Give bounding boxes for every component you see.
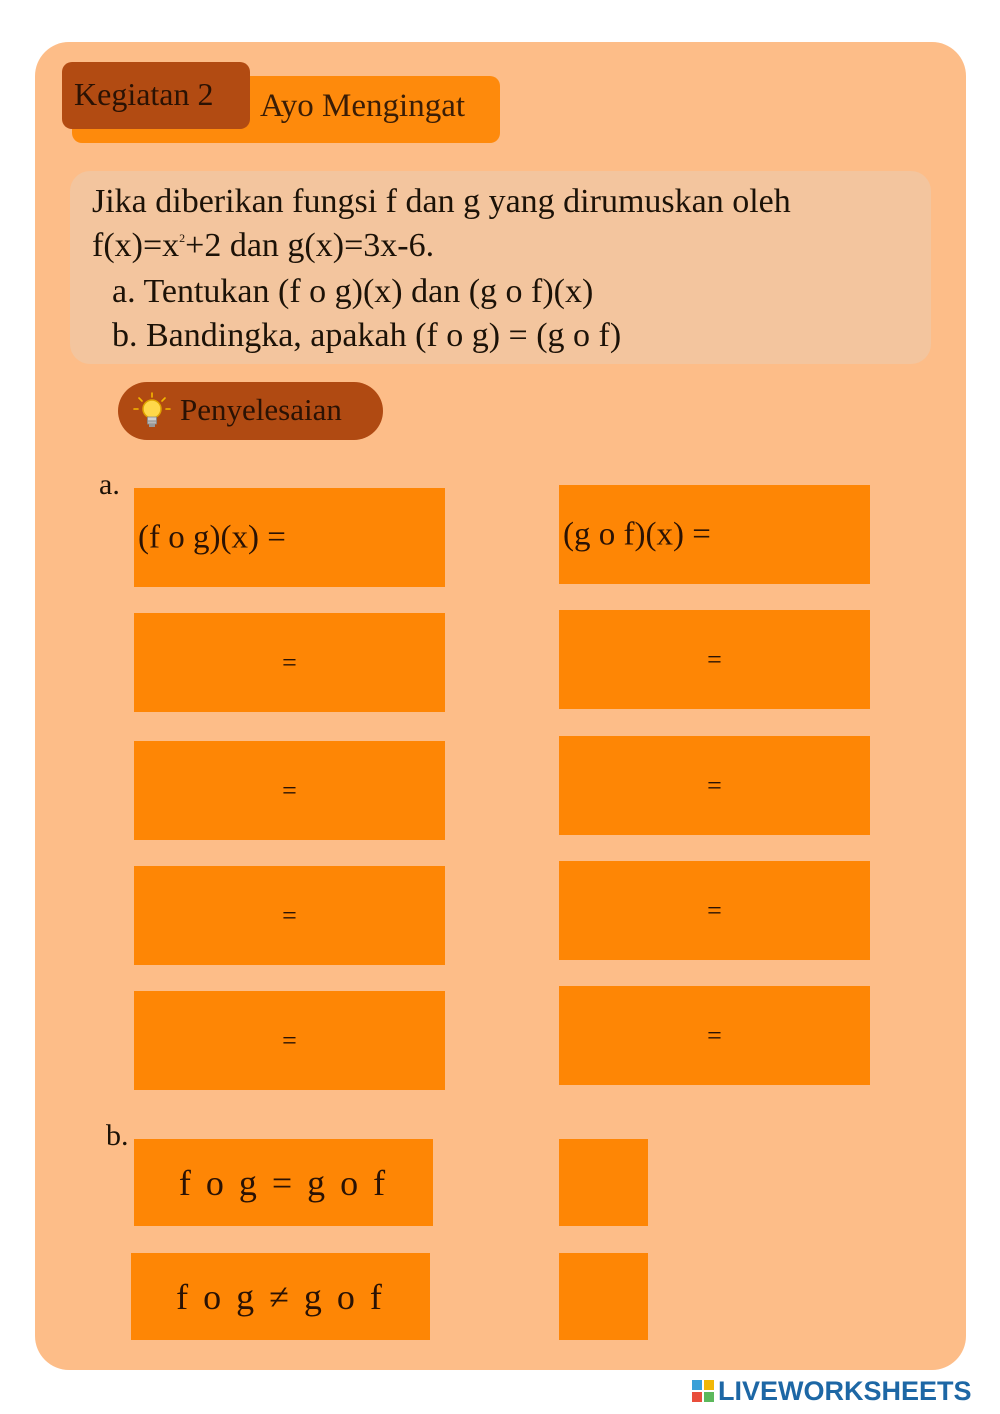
section-title: Ayo Mengingat — [260, 88, 466, 124]
function-f-text: f(x)=x — [92, 227, 180, 264]
answer-box-gof-1[interactable] — [559, 485, 870, 584]
problem-statement — [70, 171, 931, 364]
option-not-equal-checkbox[interactable] — [559, 1253, 648, 1340]
problem-line-1: Jika diberikan fungsi f dan g yang dirumuskan oleh — [92, 183, 791, 220]
equals-sign: = — [707, 770, 722, 800]
option-not-equal[interactable] — [131, 1253, 430, 1340]
gof-expression: (g o f)(x) = — [563, 516, 711, 552]
option-equal-checkbox[interactable] — [559, 1139, 648, 1226]
solution-header — [118, 382, 383, 440]
option-not-equal-text: f o g ≠ g o f — [176, 1276, 385, 1317]
activity-label: Kegiatan 2 — [74, 76, 214, 112]
exponent: 2 — [179, 231, 186, 245]
answer-box-gof-3[interactable] — [559, 736, 870, 835]
equals-sign: = — [282, 647, 297, 677]
equals-sign: = — [282, 900, 297, 930]
option-equal-text: f o g = g o f — [178, 1162, 389, 1203]
equals-sign: = — [707, 1020, 722, 1050]
equals-sign: = — [707, 644, 722, 674]
part-b-label: b. — [106, 1119, 129, 1152]
problem-item-b: b. Bandingka, apakah (f o g) = (g o f) — [112, 317, 622, 354]
answer-box-gof-4[interactable] — [559, 861, 870, 960]
problem-line-2 — [92, 227, 434, 265]
solution-label: Penyelesaian — [180, 392, 342, 427]
answer-box-fog-3[interactable] — [134, 741, 445, 840]
answer-box-fog-2[interactable] — [134, 613, 445, 712]
liveworksheets-logo-icon — [692, 1380, 714, 1402]
lightbulb-icon — [132, 391, 172, 431]
fog-expression: (f o g)(x) = — [138, 519, 286, 555]
function-g-text: +2 dan g(x)=3x-6. — [185, 227, 435, 264]
answer-box-fog-1[interactable] — [134, 488, 445, 587]
equals-sign: = — [707, 895, 722, 925]
answer-box-fog-4[interactable] — [134, 866, 445, 965]
equals-sign: = — [282, 1025, 297, 1055]
brand-name: LIVEWORKSHEETS — [718, 1375, 972, 1406]
option-equal[interactable] — [134, 1139, 433, 1226]
equals-sign: = — [282, 775, 297, 805]
answer-box-fog-5[interactable] — [134, 991, 445, 1090]
problem-item-a: a. Tentukan (f o g)(x) dan (g o f)(x) — [112, 273, 594, 310]
part-a-label: a. — [99, 468, 120, 501]
answer-box-gof-2[interactable] — [559, 610, 870, 709]
answer-box-gof-5[interactable] — [559, 986, 870, 1085]
activity-tab — [62, 62, 250, 129]
liveworksheets-brand — [692, 1376, 972, 1406]
